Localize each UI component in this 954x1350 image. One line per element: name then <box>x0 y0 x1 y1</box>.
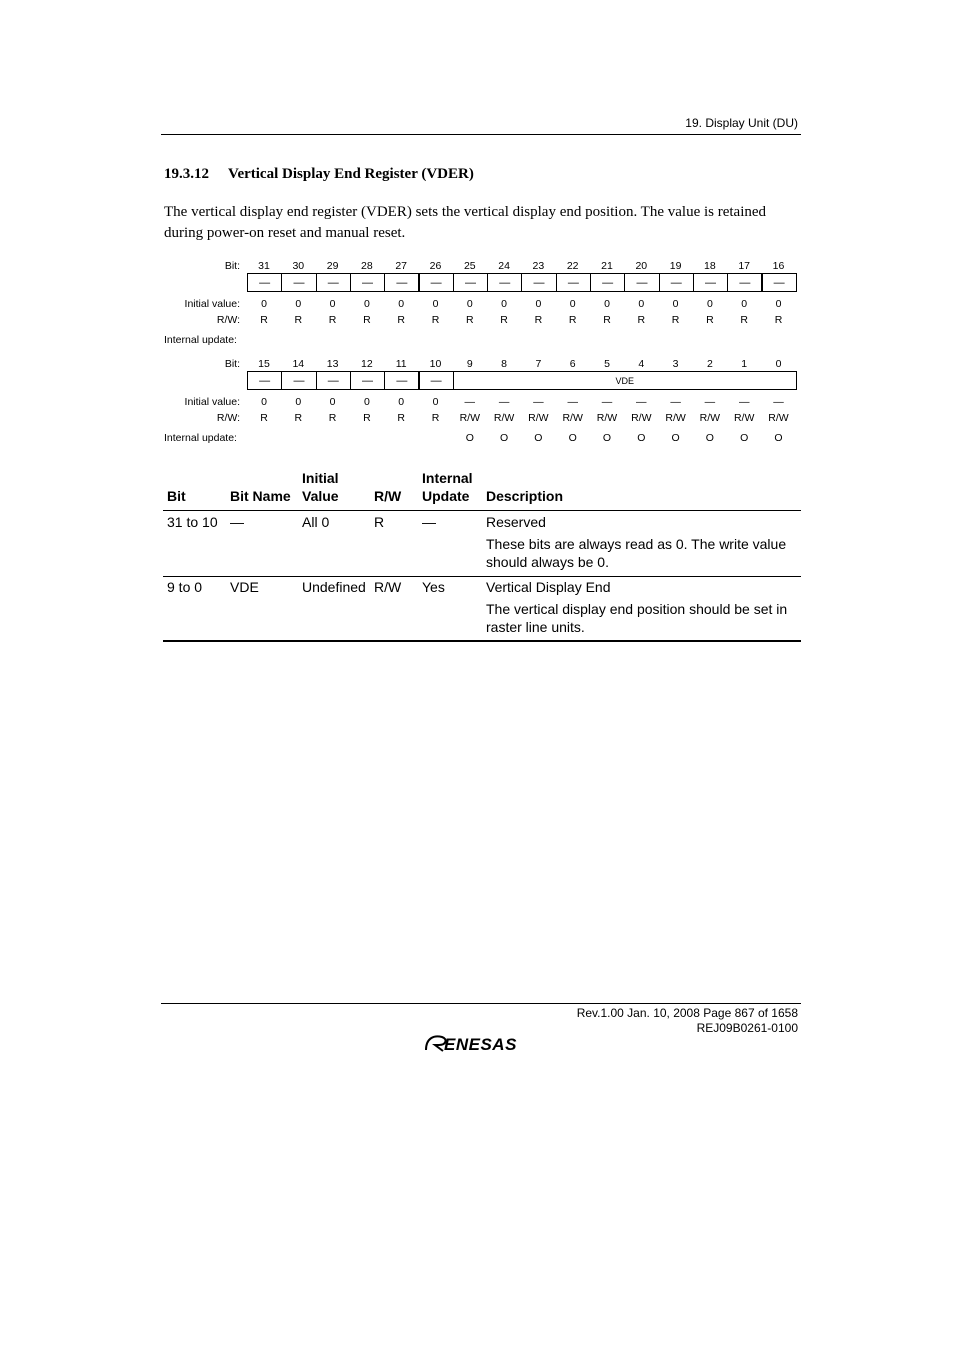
rw-value: R <box>568 314 577 326</box>
field-box <box>762 273 797 292</box>
initial-value: 0 <box>261 396 267 408</box>
section-heading: Vertical Display End Register (VDER) <box>228 166 474 182</box>
rw-value: R <box>294 412 303 424</box>
reserved-field: — <box>430 276 442 289</box>
initial-value: 0 <box>398 396 405 408</box>
bit-number: 28 <box>361 260 373 272</box>
bit-number: 29 <box>326 260 339 272</box>
initial-value: 0 <box>432 298 439 310</box>
initial-value: — <box>464 396 476 408</box>
field-box <box>521 273 556 292</box>
th-bit-name: Bit Name <box>230 488 291 504</box>
reserved-field: — <box>396 276 408 289</box>
initial-value: 0 <box>569 298 576 310</box>
initial-value: 0 <box>329 396 336 408</box>
update-value: O <box>671 432 680 444</box>
rw-value: R <box>740 314 748 326</box>
update-value: O <box>568 432 577 444</box>
bit-number: 8 <box>501 358 508 370</box>
bit-number: 11 <box>395 358 407 370</box>
update-value: O <box>637 432 646 444</box>
bit-number: 16 <box>772 260 785 272</box>
rw-value: R <box>328 412 337 424</box>
reserved-field: — <box>259 374 271 387</box>
row1-name: — <box>230 514 244 530</box>
bit-number: 30 <box>292 260 305 272</box>
row2-desc-body-1: The vertical display end position should be set in <box>486 601 788 617</box>
rw-value: R <box>466 314 474 326</box>
bit-number: 10 <box>429 358 442 370</box>
rw-value: R <box>328 314 337 326</box>
row1-initial: All 0 <box>302 514 330 530</box>
bit-number: 31 <box>258 260 270 272</box>
footer-revision: Rev.1.00 Jan. 10, 2008 Page 867 of 1658 <box>576 1006 798 1020</box>
rw-value: R <box>431 412 440 424</box>
th-internal-1: Internal <box>422 470 473 486</box>
rw-value: R <box>706 314 714 326</box>
lower-update-label: Internal update: <box>164 432 237 444</box>
field-box <box>350 273 385 292</box>
row2-name: VDE <box>230 579 259 595</box>
initial-value: — <box>636 396 647 408</box>
footer-doc-number: REJ09B0261-0100 <box>696 1021 798 1035</box>
bit-number: 26 <box>429 260 442 272</box>
field-box <box>624 273 659 292</box>
rw-value: R <box>397 412 405 424</box>
intro-paragraph: The vertical display end register (VDER) sets the vertical display end position. The value is retained during power-on reset and manual reset. <box>164 204 767 241</box>
reserved-field: — <box>327 276 339 289</box>
update-value: O <box>500 432 509 444</box>
rw-value: R <box>603 314 611 326</box>
rw-value: R <box>671 314 680 326</box>
initial-value: 0 <box>295 298 302 310</box>
field-box <box>419 371 454 390</box>
bit-number: 9 <box>466 358 473 370</box>
section-number: 19.3.12 <box>164 166 209 182</box>
field-box <box>384 273 419 292</box>
reserved-field: — <box>670 276 682 289</box>
rw-value: R <box>260 314 268 326</box>
update-value: O <box>774 432 783 444</box>
field-box <box>247 371 282 390</box>
initial-value: 0 <box>295 396 302 408</box>
rw-value: R <box>294 314 303 326</box>
reserved-field: — <box>396 374 408 387</box>
field-box <box>659 273 694 292</box>
initial-value: 0 <box>261 298 267 310</box>
lower-rw-label: R/W: <box>216 412 240 424</box>
update-value: O <box>465 432 474 444</box>
row2-desc-body-2: raster line units. <box>486 619 585 635</box>
reserved-field: — <box>602 276 614 289</box>
bit-number: 13 <box>326 358 339 370</box>
field-box <box>316 371 351 390</box>
row1-desc-body-1: These bits are always read as 0. The write value <box>486 536 787 552</box>
update-value: O <box>534 432 543 444</box>
rw-value: R <box>431 314 440 326</box>
row1-desc-body-2: should always be 0. <box>486 554 609 570</box>
field-box <box>590 273 625 292</box>
row2-update: Yes <box>422 579 445 595</box>
rw-value: R <box>363 314 371 326</box>
update-value: O <box>705 432 714 444</box>
bit-number: 15 <box>258 358 270 370</box>
rw-value: R/W <box>699 412 721 424</box>
th-initial-1: Initial <box>302 470 339 486</box>
vde-field-box <box>453 371 797 390</box>
row2-bit: 9 to 0 <box>167 579 203 595</box>
reserved-field: — <box>362 276 374 289</box>
rw-value: R/W <box>493 412 515 424</box>
rw-value: R/W <box>459 412 480 424</box>
field-box <box>350 371 385 390</box>
upper-update-label: Internal update: <box>164 334 237 346</box>
bit-number: 12 <box>361 358 373 370</box>
initial-value: 0 <box>535 298 542 310</box>
initial-value: — <box>498 396 510 408</box>
field-box <box>693 273 728 292</box>
renesas-logo <box>424 1032 542 1059</box>
upper-bit-label: Bit: <box>224 260 240 272</box>
rw-value: R <box>534 314 543 326</box>
bit-number: 1 <box>741 358 748 370</box>
section-title <box>164 166 474 183</box>
bit-number: 0 <box>775 358 782 370</box>
rw-value: R/W <box>733 412 755 424</box>
initial-value: 0 <box>363 298 370 310</box>
field-box <box>727 273 762 292</box>
th-description: Description <box>486 488 564 504</box>
bit-number: 21 <box>601 260 613 272</box>
initial-value: 0 <box>775 298 782 310</box>
field-box <box>316 273 351 292</box>
upper-rw-label: R/W: <box>216 314 240 326</box>
reserved-field: — <box>773 276 785 289</box>
rw-value: R <box>397 314 405 326</box>
initial-value: — <box>533 396 544 408</box>
rw-value: R <box>363 412 371 424</box>
bit-number: 27 <box>395 260 408 272</box>
initial-value: 0 <box>706 298 713 310</box>
th-bit: Bit <box>167 488 186 504</box>
reserved-field: — <box>636 276 648 289</box>
initial-value: — <box>567 396 578 408</box>
bit-number: 6 <box>569 358 576 370</box>
field-box <box>453 273 488 292</box>
footer-rule <box>161 1003 801 1004</box>
initial-value: 0 <box>398 298 405 310</box>
row-divider <box>163 576 801 577</box>
bit-number: 17 <box>738 260 751 272</box>
field-box <box>419 273 454 292</box>
reserved-field: — <box>430 374 442 387</box>
initial-value: 0 <box>432 396 439 408</box>
bit-number: 23 <box>532 260 545 272</box>
rw-value: R/W <box>665 412 686 424</box>
initial-value: 0 <box>638 298 645 310</box>
bit-number: 19 <box>669 260 682 272</box>
reserved-field: — <box>533 276 545 289</box>
reserved-field: — <box>293 374 305 387</box>
field-box <box>281 371 316 390</box>
reserved-field: — <box>739 276 751 289</box>
field-box <box>487 273 522 292</box>
reserved-field: — <box>464 276 476 289</box>
initial-value: — <box>738 396 750 408</box>
initial-value: 0 <box>329 298 336 310</box>
lower-initial-label: Initial value: <box>184 396 240 408</box>
upper-initial-label: Initial value: <box>184 298 240 310</box>
row1-bit: 31 to 10 <box>167 514 218 530</box>
rw-value: R <box>500 314 508 326</box>
rw-value: R/W <box>768 412 789 424</box>
rw-value: R <box>260 412 268 424</box>
reserved-field: — <box>567 276 579 289</box>
reserved-field: — <box>705 276 717 289</box>
bit-number: 5 <box>604 358 610 370</box>
th-internal-2: Update <box>422 488 470 504</box>
svg-text:ENESAS: ENESAS <box>444 1035 517 1054</box>
table-bottom-rule <box>163 640 801 642</box>
initial-value: — <box>773 396 784 408</box>
bit-number: 4 <box>638 358 645 370</box>
bit-number: 20 <box>635 260 648 272</box>
bit-number: 18 <box>704 260 716 272</box>
vde-field-label: VDE <box>615 375 635 386</box>
initial-value: 0 <box>466 298 473 310</box>
field-box <box>247 273 282 292</box>
lower-bit-label: Bit: <box>224 358 240 370</box>
initial-value: — <box>670 396 681 408</box>
field-box <box>556 273 591 292</box>
bit-number: 14 <box>292 358 305 370</box>
table-header-rule <box>163 510 801 511</box>
reserved-field: — <box>327 374 339 387</box>
initial-value: — <box>704 396 716 408</box>
header-rule <box>161 134 801 135</box>
reserved-field: — <box>259 276 271 289</box>
th-rw: R/W <box>374 488 402 504</box>
rw-value: R/W <box>596 412 618 424</box>
row1-desc-title: Reserved <box>486 514 546 530</box>
initial-value: 0 <box>501 298 508 310</box>
reserved-field: — <box>499 276 511 289</box>
initial-value: 0 <box>672 298 679 310</box>
rw-value: R <box>637 314 646 326</box>
initial-value: 0 <box>604 298 610 310</box>
row2-desc-title: Vertical Display End <box>486 579 611 595</box>
update-value: O <box>602 432 612 444</box>
rw-value: R <box>774 314 783 326</box>
update-value: O <box>740 432 749 444</box>
reserved-field: — <box>293 276 305 289</box>
field-box <box>281 273 316 292</box>
initial-value: — <box>601 396 613 408</box>
initial-value: 0 <box>741 298 748 310</box>
bit-number: 25 <box>463 260 476 272</box>
rw-value: R/W <box>631 412 652 424</box>
row1-rw: R <box>374 514 385 530</box>
reserved-field: — <box>362 374 374 387</box>
bit-number: 7 <box>535 358 542 370</box>
bit-number: 22 <box>566 260 579 272</box>
rw-value: R/W <box>562 412 583 424</box>
bit-number: 24 <box>498 260 510 272</box>
initial-value: 0 <box>363 396 370 408</box>
field-box <box>384 371 419 390</box>
bit-number: 2 <box>706 358 713 370</box>
th-initial-2: Value <box>302 488 339 504</box>
bit-number: 3 <box>672 358 679 370</box>
rw-value: R/W <box>528 412 549 424</box>
running-header: 19. Display Unit (DU) <box>685 116 798 130</box>
row2-rw: R/W <box>374 579 402 595</box>
row2-initial: Undefined <box>302 579 366 595</box>
row1-update: — <box>422 514 436 530</box>
